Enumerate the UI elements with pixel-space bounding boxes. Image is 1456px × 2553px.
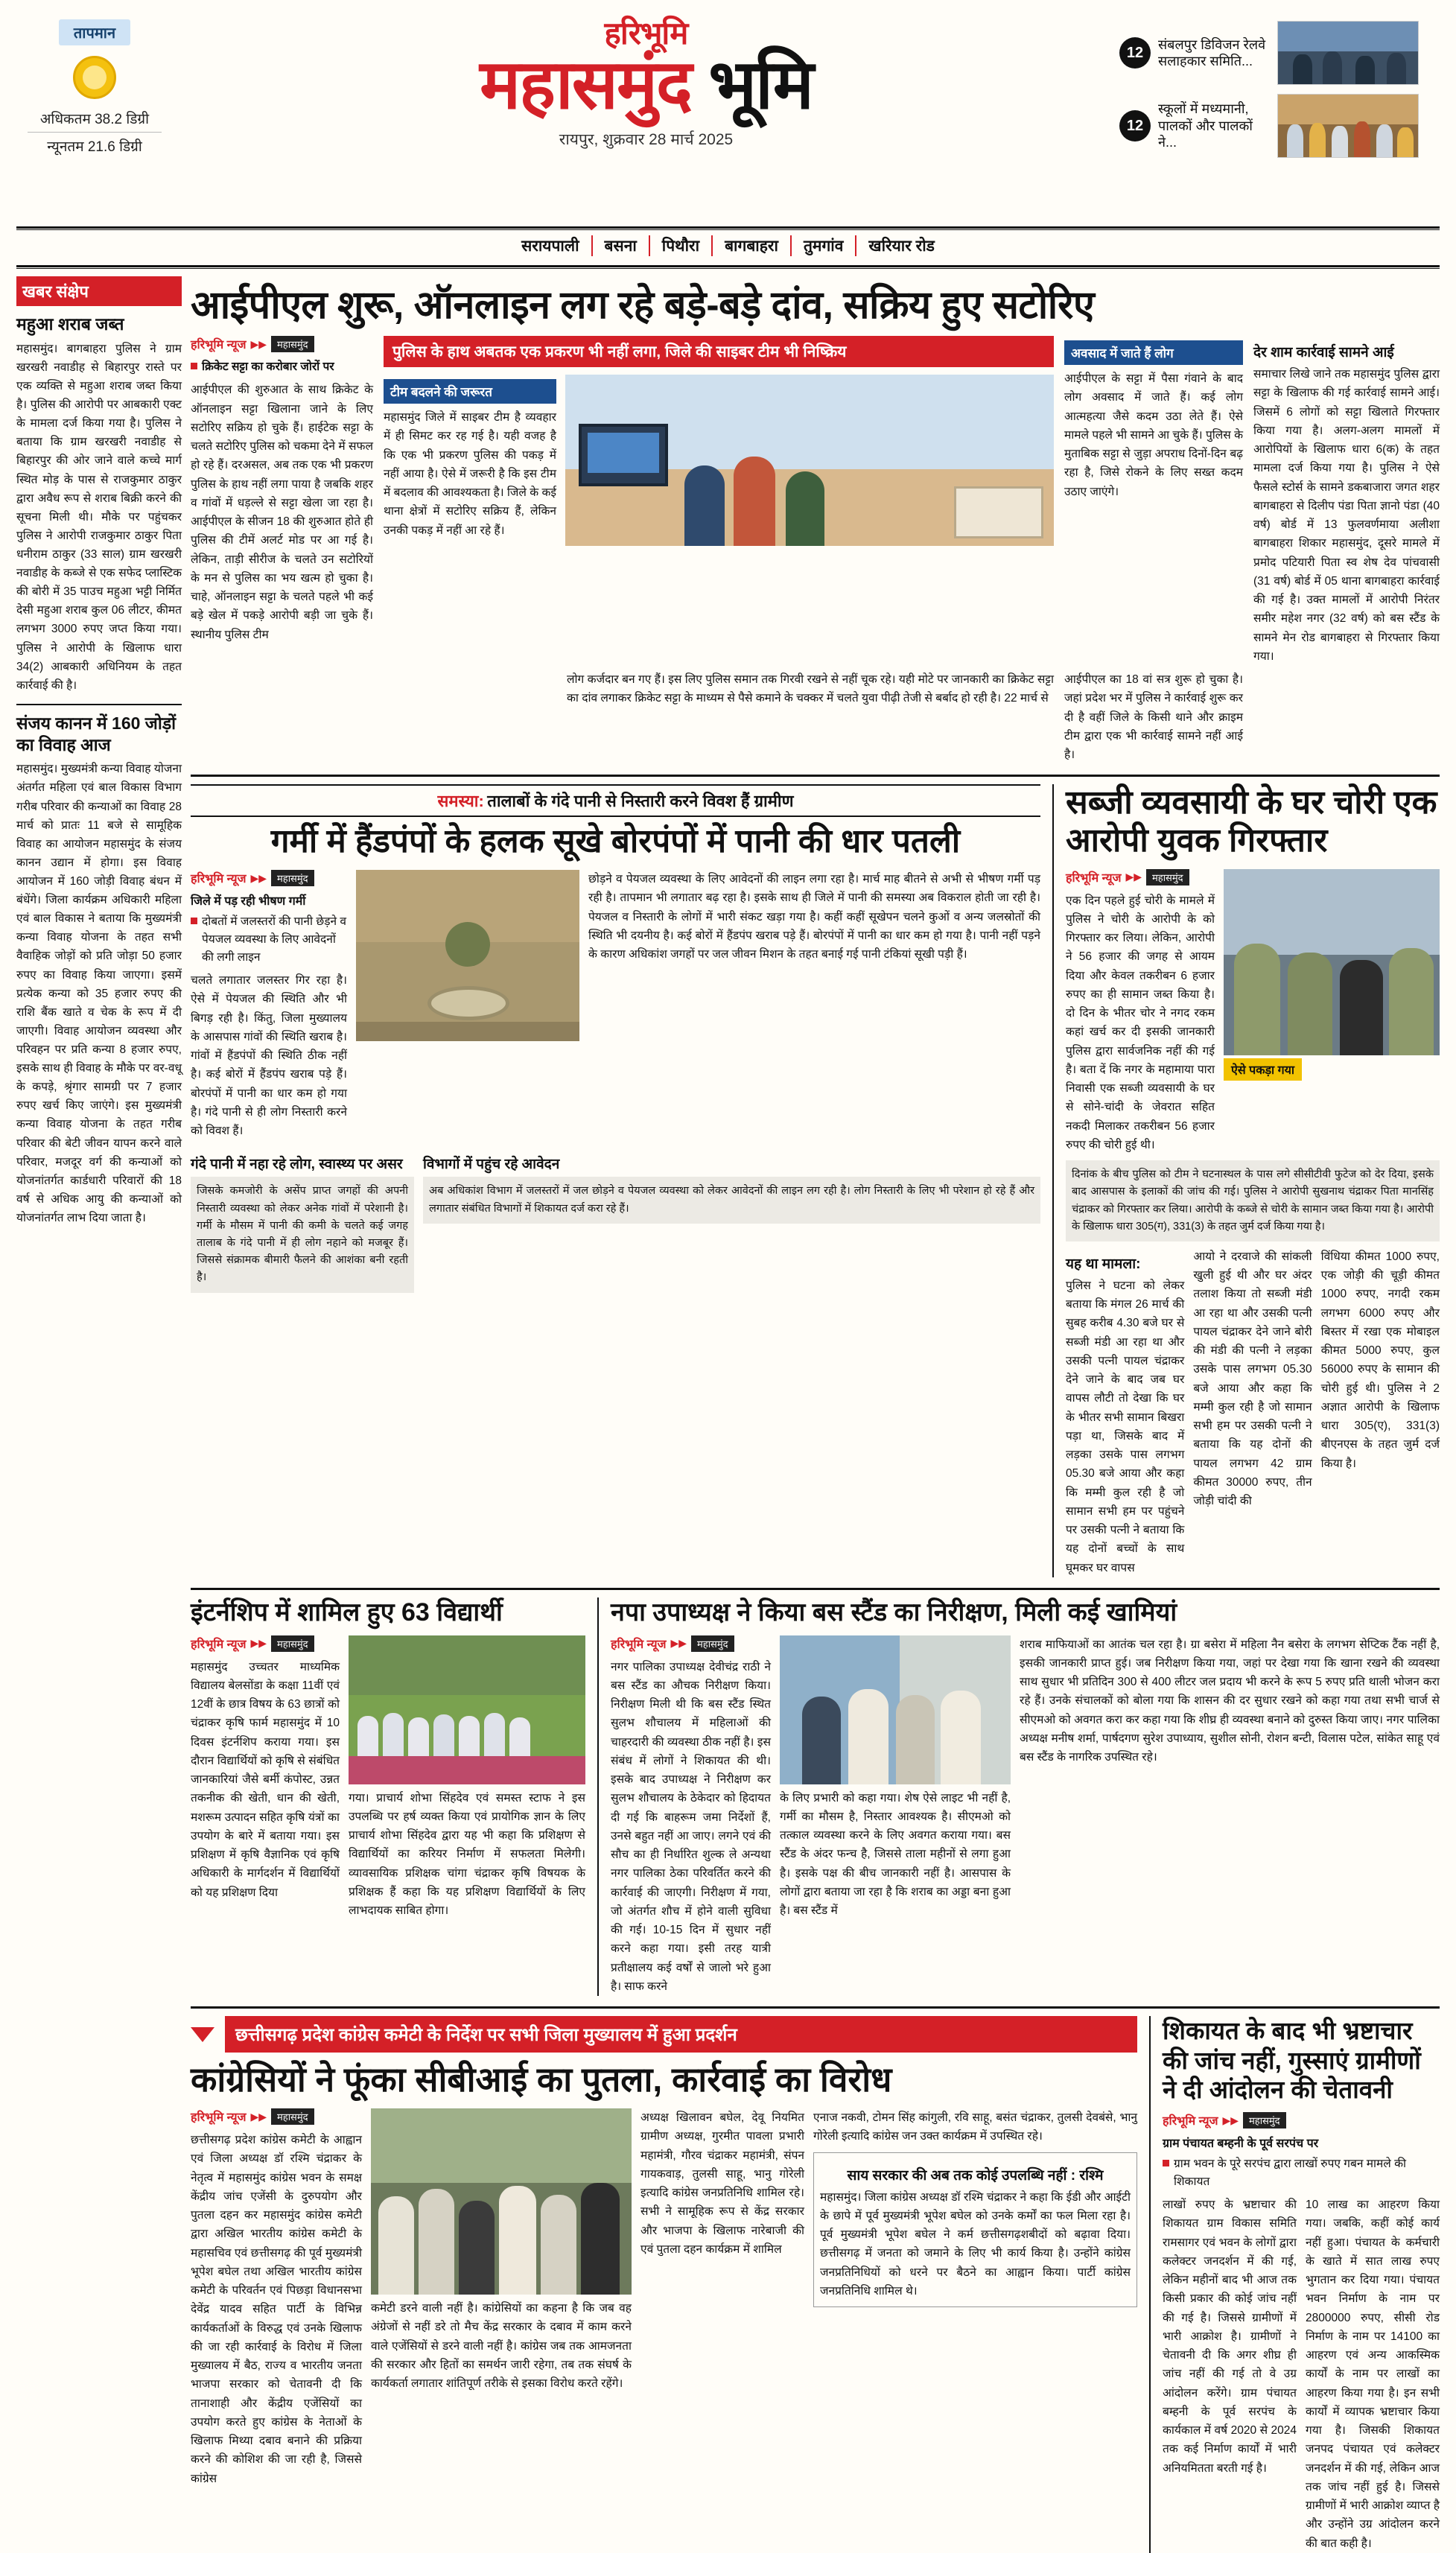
teaser-photo bbox=[1277, 94, 1419, 158]
corruption-bullet: ग्राम भवन के पूरे सरपंच द्वारा लाखों रुपए गबन मामले की शिकायत bbox=[1163, 2155, 1440, 2191]
teaser-item[interactable] bbox=[1119, 94, 1440, 158]
district-item[interactable]: तुमगांव bbox=[792, 235, 856, 256]
theft-body-2: पुलिस ने घटना को लेकर बताया कि मंगल 26 मार्च की सुबह करीब 4.30 बजे घर से सब्जी मंडी आ रहा था और उसकी पत्नी पायल चंद्राकर देने जाने के बाद जब घर वापस लौटी तो देखा कि घर के भीतर सभी सामान बिखरा पड़ा था, जिसके बाद में लड़का उसके पास लगभग 05.30 बजे आया और कहा कि मम्मी कुल रही है जो सामान सभी हम पर पहुंचने पर उसकी पत्नी ने बताया कि यह दोनों बच्चों के साथ घूमकर घर वापस bbox=[1066, 1279, 1185, 1574]
theft-body-3: आयो ने दरवाजे की सांकली खुली हुई थी और घर अंदर तलाश किया तो सब्जी मंडी आ रहा था और उसकी पत्नी पायल चंद्राकर देने जाने बोरी की मंडी की पत्नी ने लड़का उसके पास लगभग 05.30 बजे आया और कहा कि मम्मी कुल रही है जो सामान सभी हम पर उसकी पत्नी ने बताया कि यह दोनों की पायल लगभग 42 ग्राम कीमत 30000 रुपए, तीन जोड़ी चांदी की bbox=[1193, 1250, 1312, 1508]
title-red: महासमुंद bbox=[480, 47, 691, 123]
brief-body: महासमुंद। बागबाहरा पुलिस ने ग्राम खरखरी नवाडीह से बिहारपुर रास्ते पर एक व्यक्ति से महुआ शराब जब्त किया है। पुलिस की आरोपी पर आबकारी एक्ट के मामला दर्ज किया गया है। पुलिस ने बताया कि ग्राम खरखरी नवाडीह से बिहारपुर की ओर जाने वाले कच्चे मार्ग स्थित मोड़ के पास से राजकुमार ठाकुर द्वारा अवैध रूप से शराब बिक्री करने की सूचना मिली थी। मौके पर पहुंचकर पुलिस ने आरोपी राजकुमार ठाकुर पिता धनीराम ठाकुर (33 साल) ग्राम खरखरी नवाडीह के कब्जे से एक सफेद प्लास्टिक की बोरी में 35 पाउच महुआ भट्टी निर्मित देसी महुआ शराब कुल 06 लीटर, कीमत लगभग 3000 रुपए जप्त किया गया। पुलिस ने आरोपी के खिलाफ धारा 34(2) आबकारी अधिनियम के तहत कार्रवाई की है। bbox=[16, 342, 182, 692]
temperature-box bbox=[16, 13, 173, 159]
byline-brand: हरिभूमि न्यूज bbox=[191, 873, 247, 886]
theft-col-2 bbox=[1066, 1247, 1184, 1577]
temperature-min: न्यूनतम 21.6 डिग्री bbox=[47, 139, 142, 155]
byline: हरिभूमि न्यूज ▶▶ महासमुंद bbox=[611, 1635, 771, 1652]
sun-icon bbox=[73, 56, 116, 99]
byline-location: महासमुंद bbox=[271, 1635, 314, 1652]
congress-box bbox=[813, 2152, 1137, 2308]
lead-col-4 bbox=[1253, 336, 1440, 666]
lead-body-2b: लोग कर्जदार बन गए हैं। इस लिए पुलिस समान तक गिरवी रखने से नहीं चूक रहे। यही मोटे पर जानकारी का क्रिकेट सट्टा का दांव लगाकर क्रिकेट सट्टा के माध्यम से पैसे कमाने के चक्कर में चलते युवा पीढ़ी तेजी से बर्बाद हो रही है। 22 मार्च से bbox=[567, 673, 1054, 705]
corruption-body-1: लाखों रुपए के भ्रष्टाचार की शिकायत ग्राम विकास समिति रामसागर एवं भवन के लोगों द्वारा कलेक्टर जनदर्शन में की गई, लेकिन महीनों बाद भी आज तक किसी प्रकार की कोई जांच नहीं की गई है। जिससे ग्रामीणों में भारी आक्रोश है। ग्रामीणों ने चेतावनी दी कि अगर शीघ्र ही जांच नहीं की गई तो वे उग्र आंदोलन करेंगे। ग्राम पंचायत बम्हनी के पूर्व सरपंच के कार्यकाल में वर्ष 2020 से 2024 तक कई निर्माण कार्यों में भारी अनियमितता बरती गई है। bbox=[1163, 2198, 1297, 2475]
water-note-2: विभागों में पहुंच रहे आवेदन अब अधिकांश विभाग में जलस्तरों में जल छोड़ने व पेयजल व्यवस्था को लेकर आवेदनों की लाइन लग रही है। लोग निस्तारी के लिए भी परेशान हो रहे हैं और लगातार संबंधित विभागों में शिकायत दर्ज करा रहे हैं। bbox=[423, 1148, 1040, 1292]
byline-brand: हरिभूमि न्यूज bbox=[1066, 871, 1122, 885]
bus-col-1 bbox=[611, 1635, 771, 1997]
lead-body-3b: आईपीएल का 18 वां सत्र शुरू हो चुका है। जहां प्रदेश भर में पुलिस ने कार्रवाई शुरू कर दी है वहीं जिले के किसी थाने और क्राइम टीम द्वारा एक भी कार्रवाई सामने नहीं आई है। bbox=[1064, 673, 1243, 762]
byline-brand: हरिभूमि न्यूज bbox=[1163, 2115, 1218, 2128]
theft-story bbox=[1052, 784, 1440, 1577]
byline: हरिभूमि न्यूज ▶▶ महासमुंद bbox=[191, 870, 347, 886]
congress-headline: कांग्रेसियों ने फूंका सीबीआई का पुतला, कार्रवाई का विरोध bbox=[191, 2060, 892, 2099]
congress-col-3 bbox=[640, 2108, 804, 2488]
byline: हरिभूमि न्यूज ▶▶ महासमुंद bbox=[1066, 869, 1215, 886]
lead-story bbox=[191, 284, 1440, 764]
byline-location: महासमुंद bbox=[271, 870, 314, 886]
water-kicker: समस्या: bbox=[437, 792, 484, 811]
corruption-body-2: 10 लाख का आहरण किया गया। जबकि, कहीं कोई कार्य नहीं हुआ। पंचायत के कर्मचारी के खाते में सात लाख रुपए भुगतान कर दिया गया। पंचायत भवन निर्माण के नाम पर 2800000 रुपए, सीसी रोड निर्माण के नाम पर 14100 का आहरण एवं अन्य आकस्मिक कार्यों के नाम पर लाखों का आहरण किया गया है। इन सभी कार्यों में व्यापक भ्रष्टाचार किया गया है। जिसकी शिकायत जनपद पंचायत एवं कलेक्टर जनदर्शन में की गई, लेकिन आज तक जांच नहीं हुई है। जिससे ग्रामीणों में भारी आक्रोश व्याप्त है और उन्होंने उग्र आंदोलन करने की बात कही है। bbox=[1306, 2198, 1440, 2550]
lead-photo-block bbox=[565, 375, 1054, 546]
congress-story bbox=[191, 2016, 1137, 2553]
brief-title: संजय कानन में 160 जोड़ों का विवाह आज bbox=[16, 713, 177, 754]
water-body-1: चलते लगातार जलस्तर गिर रहा है। ऐसे में पेयजल की स्थिति और भी बिगड़ रही है। किंतु, जिला मुख्यालय के आसपास गांवों की स्थिति खराब है। गांवों में हैंडपंपों की स्थिति ठीक नहीं है। कई बोरों में हैंडपंप खराब पड़े हैं। बोरपंपों में पानी का धार कम हो गया है। गंदे पानी से ही लोग निस्तारी करने को विवश हैं। bbox=[191, 974, 347, 1138]
bus-body-1: नगर पालिका उपाध्यक्ष देवीचंद्र राठी ने बस स्टैंड का औचक निरीक्षण किया। निरीक्षण मिली थी कि बस स्टैंड स्थित सुलभ शौचालय में महिलाओं की चाहरदारी की व्यवस्था ठीक नहीं है। इस संबंध में लोगों ने शिकायत की थी। इसके बाद उपाध्यक्ष ने निरीक्षण कर सुलभ शौचालय के ठेकेदार को हिदायत दी गई कि बाहरूम जमा निर्देशों हैं, उनसे बहुत नहीं आ जाए। लगने एवं की सौच का ही निर्धारित शुल्क ले अन्यथा नगर पालिका ठेका परिवर्तित करने की कार्रवाई की जाएगी। निरीक्षण में गया, जो अंतर्गत शौच में होने वाली सुविधा की गई। 10-15 दिन में सुधार नहीं करने कहा गया। इसी तरह यात्री प्रतीक्षालय कई वर्षों से जालो भरे हुआ है। साफ करने bbox=[611, 1660, 771, 1993]
main-column bbox=[191, 276, 1440, 2553]
byline-location: महासमुंद bbox=[271, 336, 314, 352]
masthead bbox=[16, 0, 1440, 223]
teaser-photo bbox=[1277, 21, 1419, 85]
congress-box-body: महासमुंद। जिला कांग्रेस अध्यक्ष डॉ रश्मि चंद्राकर ने कहा कि ईडी और आईटी के छापे में पूर्व मुख्यमंत्री भूपेश बघेल को उनके कर्मों का फल मिला रहा है। पूर्व मुख्यमंत्री भूपेश बघेल ने कर्म छत्तीसगढ़शबीदों को बढ़ावा दिया। छत्तीसगढ़ में जनता को जमाने के लिए भी कार्य किया है। उन्होंने कांग्रेस जनप्रतिनिधियों को धरने पर बैठने का आह्वान किया। पार्टी कांग्रेस जनप्रतिनिधि शामिल थे। bbox=[820, 2190, 1131, 2298]
bullet-square-icon bbox=[191, 918, 197, 924]
congress-box-title: साय सरकार की अब तक कोई उपलब्धि नहीं : रश्मि bbox=[847, 2167, 1104, 2184]
congress-body-3: अध्यक्ष खिलावन बघेल, देवू नियमित ग्रामीण अध्यक्ष, गुरमीत पावला प्रभारी महामंत्री, गौरव चंद्राकर महामंत्री, संपन गायकवाड़, तुलसी साहू, भानु गोरेली इत्यादि कांग्रेस जनप्रतिनिधि शामिल रहे। सभी ने सामूहिक रूप से केंद्र सरकार और भाजपा के खिलाफ नारेबाजी की एवं पुतला दहन कार्यक्रम में शामिल bbox=[640, 2111, 804, 2256]
arrow-down-icon bbox=[191, 2027, 214, 2042]
section-divider bbox=[191, 775, 1440, 777]
lead-body-1: आईपीएल की शुरुआत के साथ क्रिकेट के ऑनलाइन सट्टा खिलाना जाने के लिए सटोरिए सक्रिय हो चुके हैं। हाईटेक सट्टा के चलते सटोरिए पुलिस को चकमा देने में सफल हो रहे हैं। दरअसल, अब तक एक भी प्रकरण पुलिस के हाथ नहीं लगा पाया है जबकि शहर व गांवों में धड़ल्ले से सट्टा खेला जा रहा है। आईपीएल के सीजन 18 की शुरुआत होते ही पुलिस की टीमें अलर्ट मोड पर आ गई है। लेकिन, ताड़ी सीरीज के चलते उन सटोरियों के मन से पुलिस का भय खत्म हो चुका है। चाहे, ऑनलाइन सट्टा के चलते पहले भी कई बड़े खेल में पकड़े आरोपी बड़ी जा चुके हैं। स्थानीय पुलिस टीम bbox=[191, 384, 373, 641]
lead-sub-blue-1: टीम बदलने की जरूरत bbox=[384, 379, 556, 404]
district-strip bbox=[16, 230, 1440, 262]
congress-photo bbox=[371, 2108, 632, 2295]
byline-brand: हरिभूमि न्यूज bbox=[191, 1638, 247, 1651]
byline-location: महासमुंद bbox=[1146, 869, 1189, 886]
page-title bbox=[173, 49, 1119, 121]
theft-body-4: विंधिया कीमत 1000 रुपए, एक जोड़ी की चूड़ी कीमत 1000 रुपए, नगदी रकम लगभग 6000 रुपए और बिस्तर में रखा एक मोबाइल कीमत 5000 रुपए, कुल 56000 रुपए के सामान की चोरी हुई थी। पुलिस ने 2 अज्ञात आरोपी के खिलाफ धारा 305(ए), 331(3) बीएनएस के तहत जुर्म दर्ज किया है। bbox=[1320, 1250, 1440, 1470]
band-bottom bbox=[191, 2016, 1440, 2553]
internship-body-1: महासमुंद उच्चतर माध्यमिक विद्यालय बेलसोंडा के कक्षा 11वीं एवं 12वीं के छात्र विषय के 63 छात्रों को चंद्राकर कृषि फार्म महासमुंद में 10 दिवस इंटर्नशिप कराया गया। इस दौरान विद्यार्थियों को कृषि से संबंधित जानकारियां जैसे बर्मी कंपोस्ट, उन्नत तकनीक की खेती, धान की खेती, मशरूम उत्पादन सहित कृषि यंत्रों का उपयोग के बारे में बताया गया। इस प्रशिक्षण में कृषि वैज्ञानिक एवं कृषि अधिकारी के मार्गदर्शन में विद्यार्थियों को यह प्रशिक्षण दिया bbox=[191, 1660, 340, 1899]
internship-headline: इंटर्नशिप में शामिल हुए 63 विद्यार्थी bbox=[191, 1597, 503, 1627]
internship-col-1 bbox=[191, 1635, 340, 1921]
lead-sub-blue-2: अवसाद में जाते हैं लोग bbox=[1064, 340, 1243, 365]
theft-col-3 bbox=[1193, 1247, 1312, 1577]
theft-col-1 bbox=[1066, 869, 1215, 1155]
internship-photo-block bbox=[349, 1635, 585, 1921]
bus-photo-block bbox=[780, 1635, 1011, 1997]
brand-logo: हरिभूमि bbox=[604, 16, 688, 51]
dateline: रायपुर, शुक्रवार 28 मार्च 2025 bbox=[559, 130, 734, 148]
temperature-max: अधिकतम 38.2 डिग्री bbox=[28, 105, 162, 133]
lead-redbar: पुलिस के हाथ अबतक एक प्रकरण भी नहीं लगा, जिले की साइबर टीम भी निष्क्रिय bbox=[384, 336, 1054, 367]
congress-body-2: कमेटी डरने वाली नहीं है। कांग्रेसियों का कहना है कि जब वह अंग्रेजों से नहीं डरे तो मैच केंद्र सरकार के दबाव में काम करने वाले एजेंसियों से डरने वाली नहीं है। कांग्रेस जब तक आमजनता की सरकार और हितों का समर्थन जारी रहेगा, तब तक संघर्ष के कार्यकर्ता लगातार शांतिपूर्ण तरीके से इसका विरोध करते रहेंगे। bbox=[371, 2302, 632, 2391]
water-subhead: जिले में पड़ रही भीषण गर्मी bbox=[191, 895, 306, 909]
byline-brand: हरिभूमि न्यूज bbox=[191, 339, 247, 352]
district-item[interactable]: पिथौरा bbox=[650, 235, 713, 256]
lead-body-4: समाचार लिखे जाने तक महासमुंद पुलिस द्वारा सट्टा के खिलाफ की गई कार्रवाई सामने आई। जिसमें 6 लोगों को सट्टा खिलाते गिरफ्तार किया गया है। अलग-अलग मामलों में आरोपियों के खिलाफ धारा 6(क) के तहत मामला दर्ज किया गया है। पुलिस ने ऐसे फैसले स्टोर्स के सामने डकबाजारा जगत शहर बागबाहरा से दिलीप पंडा पिता ज्ञानो पंडा (40 वर्ष) बोर्ड में 13 फुलवर्णमाया अलीशा बागबाहरा शिकार महासमुंद, दूसरे मामले में प्रमोद पटियारी पिता स्व शेष देव पांचवासी (31 वर्ष) बोर्ड में 05 थाना बागबाहरा कार्रवाई की गई है। उक्त मामलों में आरोपी निरंतर समीर महेश नगर (32 वर्ष) को बस स्टैंड के सामने मेन रोड बागबाहरा से गिरफ्तार किया गया। bbox=[1253, 368, 1440, 663]
theft-headline: सब्जी व्यवसायी के घर चोरी एक आरोपी युवक गिरफ्तार bbox=[1066, 784, 1437, 859]
congress-body-4: एनाज नकवी, टोमन सिंह कांगुली, रवि साहू, बसंत चंद्राकर, तुलसी देवबंसे, भानु गोरेली इत्यादि कांग्रेस जन उक्त कार्यक्रम में उपस्थित रहे। bbox=[813, 2111, 1137, 2143]
water-headline: गर्मी में हैंडपंपों के हलक सूखे बोरपंपों में पानी की धार पतली bbox=[270, 823, 961, 860]
water-story bbox=[191, 784, 1040, 1577]
teaser-list bbox=[1119, 13, 1440, 167]
byline-location: महासमुंद bbox=[1243, 2112, 1286, 2128]
byline: हरिभूमि न्यूज ▶▶ महासमुंद bbox=[191, 336, 373, 352]
lead-body-2: महासमुंद जिले में साइबर टीम है व्यवहार में ही सिमट कर रह गई है। यही वजह है कि एक भी प्रकरण पुलिस की पकड़ में नहीं आया है। ऐसे में जरूरी है कि इस टीम में बदलाव की आवश्यकता है। जिले के कई थाना क्षेत्रों में सटोरिए सक्रिय हैं, लेकिन उनकी पकड़ में नहीं आ रहे हैं। bbox=[384, 411, 556, 537]
bus-photo bbox=[780, 1635, 1011, 1784]
district-item[interactable]: बसना bbox=[593, 235, 650, 256]
teaser-item[interactable] bbox=[1119, 21, 1440, 85]
khabar-sankshep-header: खबर संक्षेप bbox=[16, 276, 182, 306]
water-note-1-title: गंदे पानी में नहा रहे लोग, स्वास्थ्य पर असर bbox=[191, 1157, 403, 1173]
corruption-col-2 bbox=[1306, 2196, 1440, 2553]
section-divider-3 bbox=[191, 2006, 1440, 2009]
corruption-headline: शिकायत के बाद भी भ्रष्टाचार की जांच नहीं, गुस्साएं ग्रामीणों ने दी आंदोलन की चेतावनी bbox=[1163, 2017, 1421, 2104]
byline-brand: हरिभूमि न्यूज bbox=[191, 2111, 247, 2125]
internship-photo bbox=[349, 1635, 585, 1784]
lead-headline: आईपीएल शुरू, ऑनलाइन लग रहे बड़े-बड़े दांव, सक्रिय हुए सटोरिए bbox=[191, 284, 1095, 327]
congress-col-4 bbox=[813, 2108, 1137, 2488]
internship-body-2: गया। प्राचार्य शोभा सिंहदेव एवं समस्त स्टाफ ने इस उपलब्धि पर हर्ष व्यक्त किया एवं प्रायोगिक ज्ञान के लिए प्राचार्य शोभा सिंहदेव द्वारा यह भी कहा कि प्रशिक्षण से विद्यार्थियों का करियर निर्माण में सफलता मिलेगी। व्यावसायिक प्रशिक्षक चांगा चंद्राकर कृषि विषयक के प्रशिक्षक हैं कहा कि यह प्रशिक्षण विद्यार्थियों के लिए लाभदायक साबित होगा। bbox=[349, 1791, 585, 1918]
brief-body: महासमुंद। मुख्यमंत्री कन्या विवाह योजना अंतर्गत महिला एवं बाल विकास विभाग गरीब परिवार की कन्याओं का विवाह 28 मार्च को प्रातः 11 बजे से सामूहिक विवाह का आयोजन महासमुंद के संजय कानन उद्यान में होगा। इस विवाह आयोजन में 160 जोड़ी विवाह बंधन में बंधेंगे। जिला कार्यक्रम अधिकारी महिला एवं बाल विकास ने बताया कि मुख्यमंत्री कन्या विवाह योजना के तहत सभी वैवाहिक जोड़ों को प्रति जोड़ा 50 हजार रुपए का विवाह किया जाएगा। इसमें प्रत्येक कन्या को 35 हजार रुपए की राशि बैंक खाते व चेक के रूप में दी जाएगी। विवाह आयोजन व्यवस्था और परिवहन पर प्रति कन्या 8 हजार रुपए, इसके साथ ही विवाह के मौके पर वर-वधू के कपड़े, श्रृंगार सामग्री पर 7 हजार रुपए खर्च किए जाएंगे। इस मुख्यमंत्री कन्या विवाह योजना के तहत गरीब परिवार की बेटी जीवन यापन करने वाले परिवार, मजदूर वर्ग की कन्याओं को योजनांतर्गत कार्डधारी परिवारों की 18 वर्ष से अधिक आयु की कन्याओं को योजनांतर्गत लाभ दिया जाता है। bbox=[16, 763, 182, 1224]
temperature-label: तापमान bbox=[59, 19, 130, 45]
water-photo-block bbox=[356, 870, 579, 1140]
lead-subhead: क्रिकेट सट्टा का करोबार जोरों पर bbox=[191, 358, 373, 376]
teaser-page-number: 12 bbox=[1119, 37, 1151, 69]
water-body-2: छोड़ने व पेयजल व्यवस्था के लिए आवेदनों की लाइन लगा रहा है। मार्च माह बीतने से अभी से भीषण गर्मी पड़ रही है। तापमान भी लगातार बढ़ रहा है। इसके साथ ही जिले में पानी की समस्या अब विकराल होती जा रही है। पेयजल व निस्तारी के लोगों में भारी संकट खड़ा गया है। कहीं कहीं सूखेपन चलने कुओं व अन्य जलस्रोतों की स्थिति भी दयनीय है। कई बोरों में हैंडपंप खराब पड़े हैं। बोरपंपों में पानी का धार कम हो गया है। पानी नहीं पड़ने के कारण अधिकांश जगहों पर जल जीवन मिशन के तहत बनाई गई पानी टंकियां सूखी पड़ी हैं। bbox=[588, 873, 1040, 961]
teaser-text: स्कूलों में मध्यमानी, पालकों और पालकों ने... bbox=[1158, 101, 1253, 150]
theft-grey-note: दिनांक के बीच पुलिस को टीम ने घटनास्थल के पास लगे सीसीटीवी फुटेज को देर दिया, इसके बाद आसपास के इलाकों की जांच की गई। पुलिस ने आरोपी सुखनाथ चंद्राकर पिता मानसिंह चंद्राकर को गिरफ्तार कर लिया। आरोपी के कब्जे से चोरी के सामान जब्त किया गया है। आरोपी के खिलाफ धारा 305(ग), 331(3) के तहत जुर्म दर्ज किया गया है। bbox=[1066, 1160, 1440, 1241]
lead-body-2b-wrap bbox=[384, 670, 556, 764]
lead-col-2 bbox=[384, 375, 556, 546]
brief-title: महुआ शराब जब्त bbox=[16, 314, 124, 334]
congress-photo-block bbox=[371, 2108, 632, 2488]
theft-photo-block bbox=[1224, 869, 1440, 1155]
theft-body-1: एक दिन पहले हुई चोरी के मामले में पुलिस ने चोरी के आरोपी के को गिरफ्तार कर लिया। लेकिन, आरोपी ने 56 हजार की जगह से आयम दिया और केवल तकरीबन 6 हजार रुपए का ही सामान जब्त किया है। दो दिन के भीतर चोर ने नगद रकम कहां खर्च कर दी इसकी जानकारी पुलिस द्वारा सार्वजनिक नहीं की गई है। बता दें कि नगर के महामाया पारा निवासी एक सब्जी व्यवसायी के घर से सोने-चांदी के जेवरात सहित नकदी मिलाकर तकरीबन 56 हजार रुपए की चोरी हुई थी। bbox=[1066, 894, 1215, 1151]
lead-col-1 bbox=[191, 336, 373, 666]
byline-brand: हरिभूमि न्यूज bbox=[611, 1638, 667, 1651]
district-item[interactable]: सरायपाली bbox=[509, 235, 592, 256]
theft-photo-tag: ऐसे पकड़ा गया bbox=[1224, 1058, 1302, 1081]
section-divider-2 bbox=[191, 1588, 1440, 1590]
teaser-page-number: 12 bbox=[1119, 110, 1151, 142]
byline: हरिभूमि न्यूज ▶▶ महासमुंद bbox=[1163, 2112, 1440, 2128]
byline: हरिभूमि न्यूज ▶▶ महासमुंद bbox=[191, 1635, 340, 1652]
theft-sub-2: यह था मामला: bbox=[1066, 1256, 1141, 1272]
internship-story bbox=[191, 1597, 585, 1996]
title-black: भूमि bbox=[708, 47, 813, 123]
bus-col-3 bbox=[1020, 1635, 1440, 1997]
bus-story bbox=[597, 1597, 1440, 1996]
bus-body-2: के लिए प्रभारी को कहा गया। शेष ऐसे लाइट भी नहीं है, गर्मी का मौसम है, निस्तार आवश्यक है। सीएमओ को तत्काल व्यवस्था करने के लिए अवगत कराया गया। बस स्टैंड के अंदर फन्च है, जिससे ताला महीनों से लगा हुआ है। इसके पक्ष की बीच जानकारी नहीं है। आसपास के लोगों द्वारा बताया जा रहा है कि शराब का अड्डा बना हुआ है। बस स्टैंड में bbox=[780, 1791, 1011, 1918]
lead-sub-4: देर शाम कार्रवाई सामने आई bbox=[1253, 345, 1394, 361]
theft-photo bbox=[1224, 869, 1440, 1055]
byline: हरिभूमि न्यूज ▶▶ महासमुंद bbox=[191, 2108, 362, 2125]
corruption-story bbox=[1149, 2016, 1440, 2553]
water-kicker-rest: तालाबों के गंदे पानी से निस्तारी करने विवश हैं ग्रामीण bbox=[487, 792, 794, 811]
strip-divider bbox=[16, 265, 1440, 269]
water-bullet: दोबतों में जलस्तरों की पानी छेड़ने व पेयजल व्यवस्था के लिए आवेदनों की लगी लाइन bbox=[191, 913, 347, 967]
brief-divider bbox=[16, 704, 182, 705]
congress-redbar: छत्तीसगढ़ प्रदेश कांग्रेस कमेटी के निर्देश पर सभी जिला मुख्यालय में हुआ प्रदर्शन bbox=[225, 2016, 1137, 2053]
water-col-2 bbox=[588, 870, 1040, 1140]
band-three bbox=[191, 1597, 1440, 1996]
byline-location: महासमुंद bbox=[691, 1635, 734, 1652]
bullet-square-icon bbox=[191, 363, 197, 369]
district-item[interactable]: बागबाहरा bbox=[713, 235, 792, 256]
title-block bbox=[173, 13, 1119, 150]
theft-col-4 bbox=[1321, 1247, 1440, 1577]
lead-col-3 bbox=[1064, 336, 1243, 666]
lead-photo bbox=[565, 375, 1054, 546]
congress-body-1: छत्तीसगढ़ प्रदेश कांग्रेस कमेटी के आह्वान एवं जिला अध्यक्ष डॉ रश्मि चंद्राकर के नेतृत्व में महासमुंद कांग्रेस भवन के समक्ष केंद्रीय जांच एजेंसी के दुरुपयोग और पुतला दहन कर महासमुंद कांग्रेस कमेटी द्वारा अखिल भारतीय कांग्रेस कमेटी के महासचिव एवं छत्तीसगढ़ की पूर्व मुख्यमंत्री भूपेश बघेल तथा अखिल भारतीय कांग्रेस कमेटी के परिवर्तन एवं पिछड़ा विधानसभा देवेंद्र यादव सहित पार्टी के विभिन्न कार्यकर्ताओं के विरुद्ध एवं उनके खिलाफ की जा रही कार्रवाई के विरोध में जिला मुख्यालय में बैठ, राज्य व भारतीय जनता भाजपा सरकार को चेतावनी दी कि तानाशाही और केंद्रीय एजेंसियों का उपयोग करते हुए कांग्रेस के नेताओं के खिलाफ मिथ्या दबाव बनाने की प्रक्रिया करने की कोशिश की जा रही है, जिससे कांग्रेस bbox=[191, 2134, 362, 2485]
byline-location: महासमुंद bbox=[271, 2108, 314, 2125]
corruption-subhead: ग्राम पंचायत बम्हनी के पूर्व सरपंच पर bbox=[1163, 2137, 1319, 2150]
water-photo bbox=[356, 870, 579, 1041]
bullet-square-icon bbox=[1163, 2160, 1169, 2166]
bus-body-3: शराब माफियाओं का आतंक चल रहा है। ग्रा बसेरा में महिला नैन बसेरा के लगभग सेप्टिक टैंक नहीं है, इसकी जानकारी प्राप्त हुई। जब निरीक्षण किया गया, जहां पर देखा गया कि खाना रखने की व्यवस्था साथ सुधार भी प्रतिदिन 300 से 400 लीटर जल प्रदाय भी करने के रूप 5 रुपए प्रति थाली भोजन करा रहे हैं। उनके संचालकों को बोला गया कि शासन की दर सुधार रखने को कहा गया तथा सभी चार्ज से सीएमओ को अवगत करा कर कहा गया कि शीघ्र ही व्यवस्था बनाने को दुरुस्त किया जाए। नगर पालिका अध्यक्ष मनीष शर्मा, पार्षदगण सुरेश उपाध्याय, सुशील सोनी, रोशन बन्टी, विलास पटेल, सांकेत साहू एवं बस स्टैंड के नागरिक उपस्थित रहे। bbox=[1020, 1638, 1440, 1764]
bus-headline: नपा उपाध्यक्ष ने किया बस स्टैंड का निरीक्षण, मिली कई खामियां bbox=[611, 1597, 1177, 1627]
water-col-1 bbox=[191, 870, 347, 1140]
page-body bbox=[16, 276, 1440, 2553]
district-item[interactable]: खरियार रोड bbox=[868, 238, 935, 255]
water-note-1: गंदे पानी में नहा रहे लोग, स्वास्थ्य पर असर जिसके कमजोरी के असेंप प्राप्त जगहों की अपनी निस्तारी व्यवस्था को लेकर अनेक गांवों में परेशानी है। गर्मी के मौसम में पानी की कमी के चलते कई जगह तालाब के गंदे पानी में ही लोग नहाने को मजबूर हैं। जिससे संक्रामक बीमारी फैलने की आशंका बनी रहती है। bbox=[191, 1148, 414, 1292]
teaser-text: संबलपुर डिविजन रेलवे सलाहकार समिति... bbox=[1158, 36, 1266, 69]
water-note-2-title: विभागों में पहुंच रहे आवेदन bbox=[423, 1157, 560, 1173]
lead-center bbox=[384, 336, 1054, 666]
band-two bbox=[191, 784, 1440, 1577]
corruption-col-1 bbox=[1163, 2196, 1297, 2553]
khabar-sankshep-column bbox=[16, 276, 182, 2553]
lead-body-3: आईपीएल के सट्टा में पैसा गंवाने के बाद लोग अवसाद में जाते हैं। कई लोग आत्महत्या जैसे कदम उठा लेते हैं। ऐसे मामले पहले भी सामने आ चुके हैं। पुलिस के मुताबिक सट्टा से जुड़ा अपराध दिनों-दिन बढ़ रहा है, जिसे रोकने के लिए सख्त कदम उठाए जाएंगे। bbox=[1064, 372, 1243, 498]
congress-col-1 bbox=[191, 2108, 362, 2488]
